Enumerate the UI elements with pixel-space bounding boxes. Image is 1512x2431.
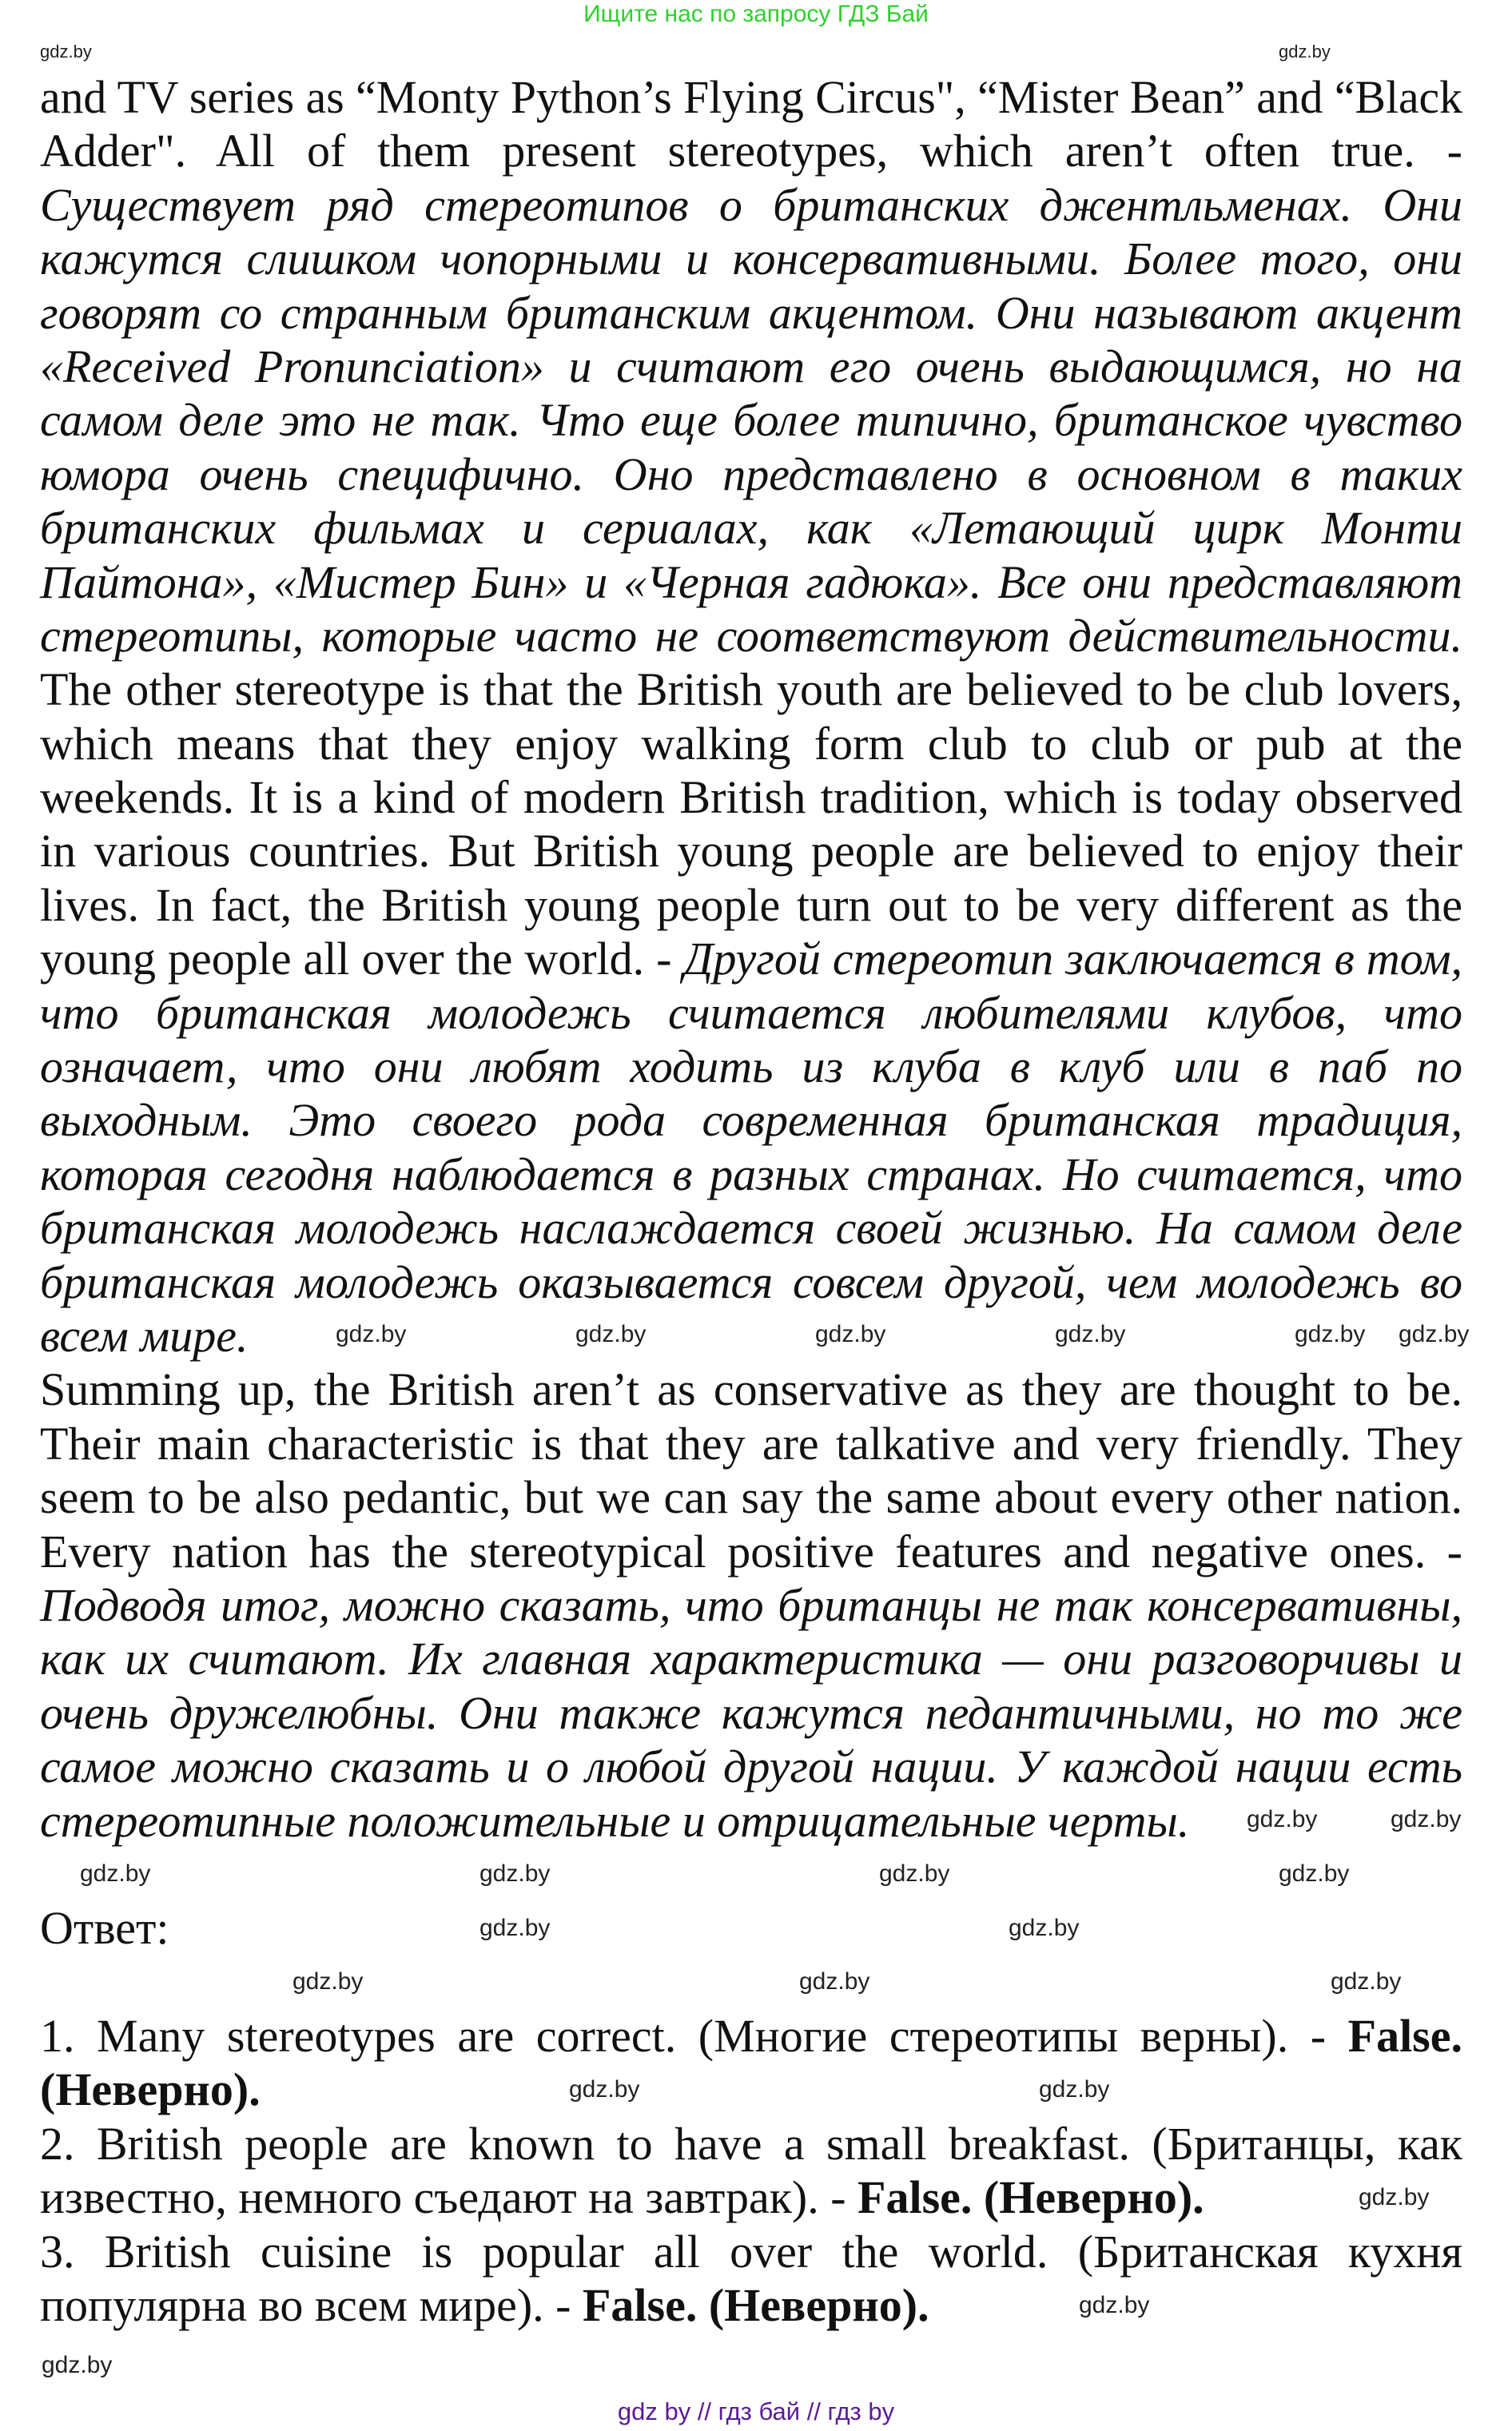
text-line [40,1525,1462,1578]
english-text: lives. In fact, the British young people turn out to be very different as the [40,878,1462,931]
watermark: gdz.by [1055,1321,1126,1347]
text-line [40,986,1462,1040]
watermark: gdz.by [575,1321,647,1347]
text-line [40,286,1462,340]
answer-verdict: False. [1347,2010,1462,2063]
answer-verdict: False. (Неверно). [857,2171,1204,2224]
translation-text: юмора очень специфично. Оно представлено в основном в таких [40,448,1462,500]
text-line [40,1632,1462,1685]
text-line [40,448,1462,501]
watermark: gdz.by [40,42,92,62]
translation-text: Пайтона», «Мистер Бин» и «Черная гадюка». Все они представляют [40,555,1462,608]
text-line [40,824,1462,877]
english-text: seem to be also pedantic, but we can say the same about every other nation. [40,1471,1462,1524]
translation-text: означает, что они любят ходить из клуба в клуб или в паб по [40,1040,1462,1093]
english-text: Summing up, the British aren’t as conservative as they are thought to be. [40,1363,1462,1416]
translation-text: самом деле это не так. Что еще более типично, британское чувство [40,394,1462,447]
translation-text: «Received Pronunciation» и считают его очень выдающимся, но на [40,340,1462,392]
watermark: gdz.by [1279,1860,1350,1887]
text-line [40,609,1462,662]
text-line [40,555,1462,609]
translation-text: кажутся слишком чопорными и консервативными. Более того, они [40,233,1462,285]
watermark: gdz.by [1039,2076,1110,2103]
english-text: Adder". All of them present stereotypes, which aren’t often true. - [40,125,1462,177]
text-line [40,662,1462,716]
text-line [40,1309,1462,1363]
text-line [40,232,1462,285]
watermark: gdz.by [569,2076,640,2103]
translation-text: которая сегодня наблюдается в разных странах. Но считается, что [40,1148,1462,1200]
text-line [40,2225,1462,2278]
text-line [40,393,1462,447]
watermark: gdz.by [479,1915,551,1941]
text-line [40,1148,1462,1201]
watermark: gdz.by [80,1860,151,1887]
english-text: Ответ: [40,1902,169,1955]
text-line [40,1740,1462,1793]
watermark: gdz.by [799,1968,870,1995]
text-line [40,124,1462,177]
text-line [40,2278,1462,2332]
text-line [40,1686,1462,1740]
text-line [40,2063,1462,2116]
translation-text: говорят со странным британским акцентом. Они называют акцент [40,286,1462,339]
watermark: gdz.by [879,1860,950,1887]
document-body [40,70,1462,2332]
translation-text: что британская молодежь считается любителями клубов, что [40,986,1462,1039]
translation-text: британская молодежь оказывается совсем другой, чем молодежь во [40,1255,1462,1308]
text-line [40,1363,1462,1416]
watermark: gdz.by [479,1860,551,1887]
translation-text: как их считают. Их главная характеристика — они разговорчивы и [40,1633,1462,1685]
watermark: gdz.by [336,1321,407,1347]
text-line [40,2009,1462,2063]
text-line [40,2117,1462,2170]
translation-text: Подводя итог, можно сказать, что британцы не так консервативны, [40,1578,1462,1631]
translation-text: стереотипы, которые часто не соответствуют действительности. [40,609,1462,662]
translation-text: британских фильмах и сериалах, как «Летающий цирк Монти [40,502,1462,555]
search-banner: Ищите нас по запросу ГДЗ Бай [583,1,929,27]
text-line [40,1417,1462,1470]
translation-text: Другой стереотип заключается в том, [683,933,1462,985]
text-line [40,1956,1462,2009]
watermark: gdz.by [1295,1321,1366,1347]
text-line [40,878,1462,932]
english-text: 2. British people are known to have a small breakfast. (Британцы, как [40,2117,1462,2170]
text-line [40,770,1462,824]
text-line [40,1578,1462,1632]
translation-text: всем мире. [40,1309,249,1362]
english-text: weekends. It is a kind of modern British tradition, which is today observed [40,771,1462,824]
text-line [40,340,1462,393]
watermark: gdz.by [1009,1915,1080,1941]
text-line [40,1201,1462,1255]
text-line [40,2170,1462,2224]
text-line [40,1255,1462,1309]
translation-text: самое можно сказать и о любой другой нации. У каждой нации есть [40,1741,1462,1793]
text-line [40,1901,1462,1955]
text-line [40,501,1462,555]
english-text: известно, немного съедают на завтрак). - [40,2171,858,2224]
watermark: gdz.by [1247,1806,1318,1832]
watermark: gdz.by [1279,42,1331,62]
english-text: young people all over the world. - [40,933,684,985]
watermark: gdz.by [1399,1321,1470,1347]
english-text: Their main characteristic is that they are talkative and very friendly. They [40,1417,1462,1470]
answer-verdict: (Неверно). [40,2063,261,2116]
english-text: which means that they enjoy walking form club to club or pub at the [40,717,1462,770]
answer-verdict: False. (Неверно). [582,2279,929,2332]
watermark: gdz.by [1359,2184,1430,2210]
watermark: gdz.by [1079,2292,1150,2318]
text-line [40,1848,1462,1901]
english-text: Every nation has the stereotypical positive features and negative ones. - [40,1525,1462,1578]
text-line [40,1093,1462,1147]
watermark: gdz.by [42,2352,113,2378]
english-text: популярна во всем мире). - [40,2279,583,2332]
translation-text: стереотипные положительные и отрицательные черты. [40,1794,1190,1847]
text-line [40,70,1462,124]
watermark: gdz.by [815,1321,886,1347]
translation-text: выходным. Это своего рода современная британская традиция, [40,1094,1462,1147]
watermark: gdz.by [292,1968,364,1995]
text-line [40,178,1462,232]
text-line [40,717,1462,770]
translation-text: очень дружелюбны. Они также кажутся педантичными, но то же [40,1686,1462,1739]
text-line [40,1040,1462,1093]
text-line [40,932,1462,985]
footer-links[interactable]: gdz by // гдз бай // гдз by [617,2397,895,2425]
english-text: and TV series as “Monty Python’s Flying Circus", “Mister Bean” and “Black [40,71,1462,123]
english-text: in various countries. But British young people are believed to enjoy their [40,825,1462,877]
english-text: 3. British cuisine is popular all over the world. (Британская кухня [40,2225,1462,2278]
watermark: gdz.by [1391,1806,1462,1832]
english-text: The other stereotype is that the British youth are believed to be club lovers, [40,663,1462,716]
english-text: 1. Many stereotypes are correct. (Многие стереотипы верны). - [40,2010,1348,2063]
translation-text: британская молодежь наслаждается своей жизнью. На самом деле [40,1202,1462,1255]
watermark: gdz.by [1331,1968,1402,1995]
translation-text: Существует ряд стереотипов о британских джентльменах. Они [40,178,1462,231]
text-line [40,1470,1462,1524]
